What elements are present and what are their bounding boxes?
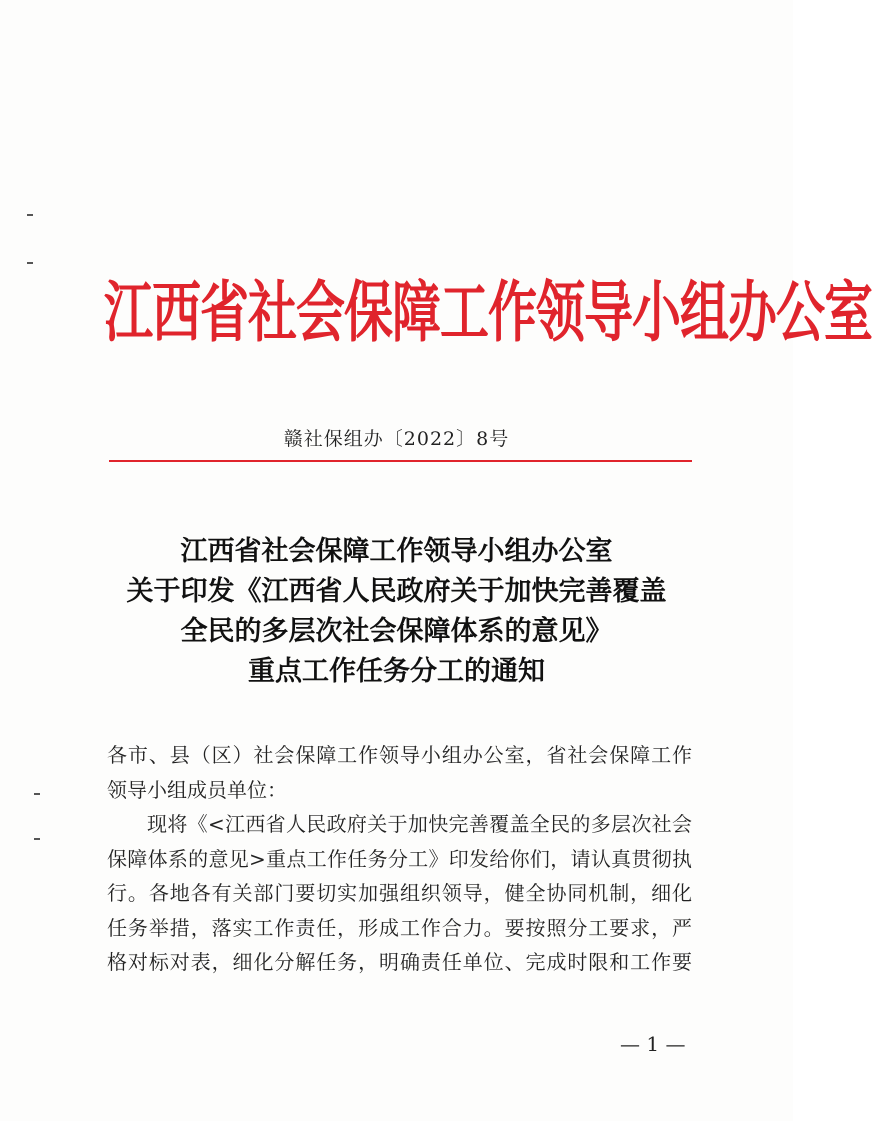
document-title	[80, 532, 713, 692]
page-number: — 1 —	[620, 1032, 686, 1056]
paragraph-line: 现将《<江西省人民政府关于加快完善覆盖全民的多层次社会	[147, 812, 692, 836]
title-line-4: 重点工作任务分工的通知	[248, 656, 545, 687]
scan-artifact-mark	[34, 793, 40, 795]
scan-artifact-mark	[34, 838, 40, 840]
paragraph-line: 格对标对表，细化分解任务，明确责任单位、完成时限和工作要	[107, 950, 692, 974]
title-line-1: 江西省社会保障工作领导小组办公室	[180, 536, 613, 567]
document-number: 赣社保组办〔2022〕8号	[283, 428, 510, 450]
salutation-line-1: 各市、县（区）社会保障工作领导小组办公室，省社会保障工作	[107, 743, 692, 767]
paragraph-line: 保障体系的意见>重点工作任务分工》印发给你们，请认真贯彻执	[107, 846, 692, 871]
paragraph-line: 任务举措，落实工作责任，形成工作合力。要按照分工要求，严	[107, 915, 692, 940]
red-divider-line	[109, 460, 692, 462]
paragraph-line: 行。各地各有关部门要切实加强组织领导，健全协同机制，细化	[107, 881, 692, 905]
scan-artifact-mark	[27, 214, 33, 216]
salutation-line-2: 领导小组成员单位：	[107, 777, 287, 802]
scan-artifact-mark	[27, 262, 33, 264]
title-line-3: 全民的多层次社会保障体系的意见》	[180, 616, 613, 647]
title-line-2: 关于印发《江西省人民政府关于加快完善覆盖	[126, 576, 667, 607]
document-body	[107, 738, 692, 980]
issuing-agency-header: 江西省社会保障工作领导小组办公室	[104, 272, 872, 352]
